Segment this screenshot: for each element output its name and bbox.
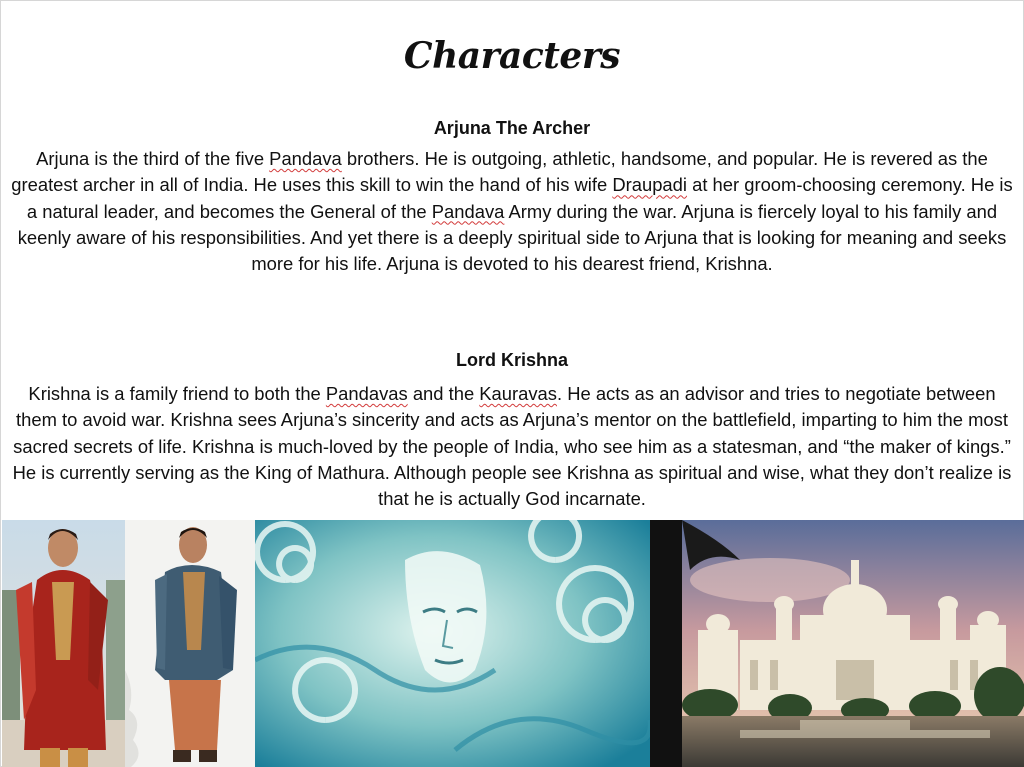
spellcheck-word: Pandavas [325,383,408,404]
body-text: and the [407,383,480,404]
body-text: Army during the war. Arjuna is fiercely loyal to his family and keenly aware of his responsibilities. And yet there is a deeply spiritual side to Arjuna that is looking for meaning and seeks more for his life. Arjuna is devoted to his dearest friend, Krishna. [17,200,1007,275]
body-text: Krishna is a family friend to both the [28,383,326,404]
spellcheck-word: Draupadi [612,174,687,196]
spellcheck-word: Pandava [269,148,342,169]
body-text: . He acts as an advisor and tries to negotiate between them to avoid war. Krishna sees Arjuna’s sincerity and acts as Arjuna’s mentor on the battlefield, imparting to him the most sacred secrets of life. Krishna is much-loved by the people of India, who see him as a statesman, and “the maker of kings.” He is currently serving as the King of Mathura. Although people see Krishna as spiritual and wise, what they don’t realize is that he is actually God incarnate. [12,383,1012,510]
spellcheck-word: Kauravas [479,383,557,404]
section-heading-arjuna: Arjuna The Archer [433,118,591,138]
section-heading-krishna: Lord Krishna [455,350,568,370]
photo-krishna-artwork [255,520,650,767]
section-body-arjuna [9,146,1015,277]
spellcheck-word: Pandava [431,200,505,222]
body-text: at her groom-choosing ceremony. He is a natural leader, and becomes the General of the [26,174,1013,222]
photo-red-sherwani [2,520,125,767]
slide-title: Characters [403,35,621,77]
photo-palace [650,520,1024,767]
body-text: Arjuna is the third of the five [36,148,270,169]
photo-blue-sherwani [125,520,255,767]
section-body-krishna [9,381,1015,512]
body-text: brothers. He is outgoing, athletic, handsome, and popular. He is revered as the greatest archer in all of India. He uses this skill to win the hand of his wife [11,148,988,196]
